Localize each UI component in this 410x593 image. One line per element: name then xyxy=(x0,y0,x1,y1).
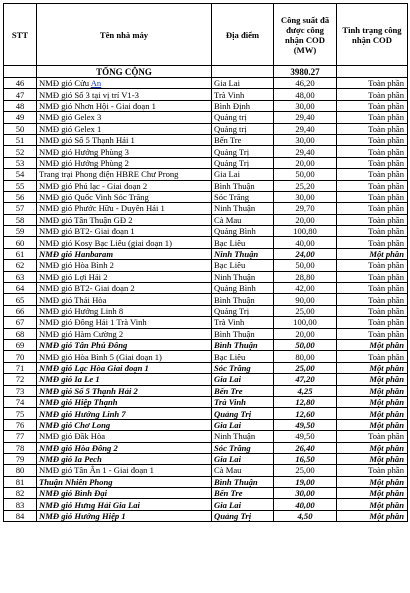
location-cell: Trà Vinh xyxy=(212,396,274,407)
table-row xyxy=(4,294,408,305)
table-row xyxy=(4,237,408,248)
status-cell: Toàn phần xyxy=(337,146,408,157)
status-cell: Toàn phần xyxy=(337,260,408,271)
stt-cell: 70 xyxy=(4,351,37,362)
plant-name: NMĐ gió Số 3 tại vị trí V1-3 xyxy=(39,89,139,100)
stt-cell: 58 xyxy=(4,214,37,225)
capacity-cell: 26,40 xyxy=(274,442,337,453)
table-row xyxy=(4,396,408,407)
plant-name: NMĐ gió Tân Phú Đông xyxy=(39,340,128,351)
capacity-cell: 80,00 xyxy=(274,351,337,362)
status-cell: Toàn phần xyxy=(337,157,408,168)
plant-name-cell xyxy=(37,453,212,464)
table-row xyxy=(4,248,408,259)
status-cell: Toàn phần xyxy=(337,100,408,111)
stt-cell: 74 xyxy=(4,396,37,407)
header-capacity: Công suất đã được công nhận COD (MW) xyxy=(274,4,337,66)
capacity-cell: 46,20 xyxy=(274,78,337,89)
plant-name: NMĐ gió Ia Le 1 xyxy=(39,374,100,385)
table-row xyxy=(4,465,408,476)
location-cell: Gia Lai xyxy=(212,374,274,385)
plant-name-cell xyxy=(37,305,212,316)
capacity-cell: 48,00 xyxy=(274,89,337,100)
capacity-cell: 100,00 xyxy=(274,317,337,328)
status-cell: Toàn phần xyxy=(337,89,408,100)
total-row xyxy=(4,66,408,78)
location-cell: Gia Lai xyxy=(212,499,274,510)
stt-cell: 80 xyxy=(4,465,37,476)
capacity-cell: 24,00 xyxy=(274,248,337,259)
capacity-cell: 50,00 xyxy=(274,260,337,271)
status-cell: Toàn phần xyxy=(337,203,408,214)
location-cell: Ninh Thuận xyxy=(212,203,274,214)
capacity-cell: 25,20 xyxy=(274,180,337,191)
total-status-cell xyxy=(337,66,408,78)
plant-name-cell xyxy=(37,89,212,100)
plant-name: NMĐ gió Hòa Đông 2 xyxy=(39,442,118,453)
plant-name: Thuận Nhiên Phong xyxy=(39,476,113,487)
plant-name: NMĐ gió Hòa Bình 5 (Giai đoạn 1) xyxy=(39,351,162,362)
stt-cell: 79 xyxy=(4,453,37,464)
plant-name-cell xyxy=(37,431,212,442)
stt-cell: 50 xyxy=(4,123,37,134)
plant-name: NMĐ gió Phước Hữu - Duyên Hải 1 xyxy=(39,203,165,214)
plant-name-cell xyxy=(37,294,212,305)
status-cell: Một phần xyxy=(337,362,408,373)
plant-name-cell xyxy=(37,328,212,339)
plant-name-cell xyxy=(37,157,212,168)
plant-name-cell xyxy=(37,465,212,476)
table-row xyxy=(4,169,408,180)
total-location-cell xyxy=(212,66,274,78)
table-row xyxy=(4,431,408,442)
stt-cell: 54 xyxy=(4,169,37,180)
status-cell: Một phần xyxy=(337,453,408,464)
status-cell: Một phần xyxy=(337,419,408,430)
location-cell: Bạc Liêu xyxy=(212,260,274,271)
location-cell: Quảng Trị xyxy=(212,408,274,419)
location-cell: Bình Định xyxy=(212,100,274,111)
status-cell: Một phần xyxy=(337,396,408,407)
capacity-cell: 12,80 xyxy=(274,396,337,407)
status-cell: Toàn phần xyxy=(337,226,408,237)
location-cell: Gia Lai xyxy=(212,419,274,430)
stt-cell: 68 xyxy=(4,328,37,339)
plant-name: NMĐ gió Hướng Linh 8 xyxy=(39,306,124,316)
status-cell: Toàn phần xyxy=(337,134,408,145)
plant-name: NMĐ gió Ia Pech xyxy=(39,454,102,465)
capacity-cell: 30,00 xyxy=(274,100,337,111)
plant-name: NMĐ gió Tân Ân 1 - Giai đoạn 1 xyxy=(39,465,154,476)
stt-cell: 52 xyxy=(4,146,37,157)
table-row xyxy=(4,499,408,510)
total-label: TỔNG CỘNG xyxy=(37,66,212,78)
plant-name-cell xyxy=(37,442,212,453)
location-cell: Bến Tre xyxy=(212,488,274,499)
capacity-cell: 30,00 xyxy=(274,488,337,499)
stt-cell: 60 xyxy=(4,237,37,248)
plant-name: NMĐ gió Đầk Hòa xyxy=(39,431,106,442)
plant-name: NMĐ gió Tân Thuận GĐ 2 xyxy=(39,214,133,225)
capacity-cell: 30,00 xyxy=(274,134,337,145)
location-cell: Sóc Trăng xyxy=(212,191,274,202)
capacity-cell: 50,00 xyxy=(274,169,337,180)
location-cell: Trà Vinh xyxy=(212,89,274,100)
stt-cell: 76 xyxy=(4,419,37,430)
capacity-cell: 29,40 xyxy=(274,112,337,123)
table-row xyxy=(4,408,408,419)
plant-name: NMĐ gió Hanbaram xyxy=(39,249,114,260)
status-cell: Một phần xyxy=(337,385,408,396)
plant-name: NMĐ gió BT2- Giai đoạn 1 xyxy=(39,226,135,237)
table-row xyxy=(4,419,408,430)
status-cell: Toàn phần xyxy=(337,351,408,362)
stt-cell: 73 xyxy=(4,385,37,396)
plant-name-cell xyxy=(37,396,212,407)
plant-name: NMĐ gió Đông Hải 1 Trà Vinh xyxy=(39,317,147,328)
status-cell: Toàn phần xyxy=(337,328,408,339)
plant-name-cell xyxy=(37,385,212,396)
location-cell: Bạc Liêu xyxy=(212,351,274,362)
location-cell: Bạc Liêu xyxy=(212,237,274,248)
plant-name-cell xyxy=(37,499,212,510)
plant-name: NMĐ gió Kosy Bạc Liêu (giai đoạn 1) xyxy=(39,237,172,248)
table-row xyxy=(4,89,408,100)
wind-plants-table xyxy=(3,3,408,522)
capacity-cell: 100,80 xyxy=(274,226,337,237)
plant-name: Trang trại Phong điện HBRE Chư Prong xyxy=(39,169,179,180)
location-cell: Bến Tre xyxy=(212,134,274,145)
status-cell: Một phần xyxy=(337,374,408,385)
table-row xyxy=(4,78,408,89)
plant-name: NMĐ gió Bình Đại xyxy=(39,488,108,499)
table-body xyxy=(4,66,408,522)
plant-name-cell xyxy=(37,271,212,282)
capacity-cell: 30,00 xyxy=(274,191,337,202)
plant-name-cell xyxy=(37,260,212,271)
status-cell: Toàn phần xyxy=(337,123,408,134)
plant-name-cell xyxy=(37,510,212,521)
table-row xyxy=(4,442,408,453)
location-cell: Quảng Trị xyxy=(212,305,274,316)
plant-name-cell xyxy=(37,180,212,191)
capacity-cell: 50,00 xyxy=(274,339,337,350)
plant-name-cell xyxy=(37,317,212,328)
location-cell: Bình Thuận xyxy=(212,294,274,305)
plant-name: NMĐ gió BT2- Giai đoạn 2 xyxy=(39,283,135,294)
plant-name: NMĐ gió Hướng Phùng 2 xyxy=(39,157,129,168)
capacity-cell: 29,40 xyxy=(274,146,337,157)
stt-cell: 78 xyxy=(4,442,37,453)
plant-name: NMĐ gió Nhơn Hội - Giai đoạn 1 xyxy=(39,100,156,111)
status-cell: Một phần xyxy=(337,499,408,510)
location-cell: Sóc Trăng xyxy=(212,362,274,373)
stt-cell: 51 xyxy=(4,134,37,145)
plant-name-cell xyxy=(37,419,212,430)
table-row xyxy=(4,180,408,191)
plant-name-cell xyxy=(37,146,212,157)
status-cell: Toàn phần xyxy=(337,294,408,305)
location-cell: Bình Thuận xyxy=(212,328,274,339)
capacity-cell: 49,50 xyxy=(274,431,337,442)
capacity-cell: 40,00 xyxy=(274,237,337,248)
stt-cell: 84 xyxy=(4,510,37,521)
table-row xyxy=(4,510,408,521)
location-cell: Bình Thuận xyxy=(212,180,274,191)
location-cell: Bến Tre xyxy=(212,385,274,396)
stt-cell: 48 xyxy=(4,100,37,111)
table-row xyxy=(4,203,408,214)
table-row xyxy=(4,476,408,487)
plant-name-cell xyxy=(37,362,212,373)
header-location: Địa điểm xyxy=(212,4,274,66)
stt-cell: 55 xyxy=(4,180,37,191)
status-cell: Một phần xyxy=(337,510,408,521)
status-cell: Một phần xyxy=(337,408,408,419)
stt-cell: 63 xyxy=(4,271,37,282)
table-row xyxy=(4,134,408,145)
table-row xyxy=(4,260,408,271)
status-cell: Toàn phần xyxy=(337,214,408,225)
plant-name-cell xyxy=(37,100,212,111)
plant-name-cell xyxy=(37,226,212,237)
location-cell: Ninh Thuận xyxy=(212,271,274,282)
table-row xyxy=(4,191,408,202)
total-value: 3980.27 xyxy=(274,66,337,78)
status-cell: Toàn phần xyxy=(337,169,408,180)
plant-name: NMĐ gió Phú lạc - Giai đoạn 2 xyxy=(39,180,148,191)
plant-name: NMĐ gió Hưng Hải Gia Lai xyxy=(39,499,140,510)
capacity-cell: 25,00 xyxy=(274,305,337,316)
plant-name-cell xyxy=(37,408,212,419)
table-row xyxy=(4,374,408,385)
capacity-cell: 47,20 xyxy=(274,374,337,385)
table-row xyxy=(4,157,408,168)
capacity-cell: 20,00 xyxy=(274,157,337,168)
capacity-cell: 4,25 xyxy=(274,385,337,396)
location-cell: Bình Thuận xyxy=(212,339,274,350)
status-cell: Toàn phần xyxy=(337,431,408,442)
capacity-cell: 4,50 xyxy=(274,510,337,521)
table-row xyxy=(4,283,408,294)
plant-name: NMĐ gió Số 5 Thạnh Hải 2 xyxy=(39,385,138,396)
plant-name-cell xyxy=(37,237,212,248)
status-cell: Toàn phần xyxy=(337,78,408,89)
capacity-cell: 25,00 xyxy=(274,465,337,476)
table-row xyxy=(4,453,408,464)
status-cell: Một phần xyxy=(337,476,408,487)
table-row xyxy=(4,351,408,362)
capacity-cell: 20,00 xyxy=(274,328,337,339)
stt-cell: 53 xyxy=(4,157,37,168)
status-cell: Toàn phần xyxy=(337,271,408,282)
table-row xyxy=(4,339,408,350)
plant-name-cell xyxy=(37,112,212,123)
plant-name-cell xyxy=(37,214,212,225)
location-cell: Gia Lai xyxy=(212,453,274,464)
stt-cell: 61 xyxy=(4,248,37,259)
plant-name: NMĐ gió Quốc Vinh Sóc Trăng xyxy=(39,192,149,203)
status-cell: Toàn phần xyxy=(337,237,408,248)
stt-cell: 71 xyxy=(4,362,37,373)
plant-name: NMĐ gió Hướng Linh 7 xyxy=(39,408,126,419)
capacity-cell: 19,00 xyxy=(274,476,337,487)
status-cell: Toàn phần xyxy=(337,465,408,476)
plant-name-cell xyxy=(37,283,212,294)
plant-name-cell xyxy=(37,78,212,89)
plant-name: NMĐ gió Gelex 1 xyxy=(39,123,102,134)
stt-cell: 65 xyxy=(4,294,37,305)
plant-name: NMĐ gió Cửu xyxy=(39,78,91,89)
stt-cell: 49 xyxy=(4,112,37,123)
status-cell: Toàn phần xyxy=(337,305,408,316)
plant-name: NMĐ gió Hướng Hiệp 1 xyxy=(39,511,126,522)
location-cell: Gia Lai xyxy=(212,169,274,180)
plant-name-cell xyxy=(37,351,212,362)
capacity-cell: 90,00 xyxy=(274,294,337,305)
status-cell: Toàn phần xyxy=(337,317,408,328)
header-status: Tình trạng công nhận COD xyxy=(337,4,408,66)
plant-name: NMĐ gió Hướng Phùng 3 xyxy=(39,146,129,157)
plant-name: NMĐ gió Số 5 Thạnh Hải 1 xyxy=(39,135,135,146)
header-stt: STT xyxy=(4,4,37,66)
table-row xyxy=(4,317,408,328)
stt-cell: 69 xyxy=(4,339,37,350)
capacity-cell: 29,40 xyxy=(274,123,337,134)
location-cell: Ninh Thuận xyxy=(212,431,274,442)
table-row xyxy=(4,146,408,157)
header-name: Tên nhà máy xyxy=(37,4,212,66)
location-cell: Quảng trị xyxy=(212,123,274,134)
stt-cell: 72 xyxy=(4,374,37,385)
status-cell: Một phần xyxy=(337,488,408,499)
plant-name: NMĐ gió Gelex 3 xyxy=(39,112,102,123)
plant-name: NMĐ gió Lạc Hòa Giai đoạn 1 xyxy=(39,362,149,373)
status-cell: Một phần xyxy=(337,339,408,350)
plant-name: NMĐ gió Chơ Long xyxy=(39,419,111,430)
stt-cell: 46 xyxy=(4,78,37,89)
plant-name-cell xyxy=(37,134,212,145)
stt-cell: 59 xyxy=(4,226,37,237)
plant-name-cell xyxy=(37,248,212,259)
stt-cell: 67 xyxy=(4,317,37,328)
plant-name-cell xyxy=(37,374,212,385)
location-cell: Quảng Trị xyxy=(212,157,274,168)
location-cell: Quảng trị xyxy=(212,112,274,123)
stt-cell: 83 xyxy=(4,499,37,510)
stt-cell: 75 xyxy=(4,408,37,419)
stt-cell: 66 xyxy=(4,305,37,316)
plant-name-link[interactable]: An xyxy=(90,78,102,89)
plant-name: NMĐ gió Hàm Cường 2 xyxy=(39,328,124,339)
table-row xyxy=(4,488,408,499)
stt-cell: 64 xyxy=(4,283,37,294)
total-stt-cell xyxy=(4,66,37,78)
plant-name-cell xyxy=(37,488,212,499)
plant-name-cell xyxy=(37,123,212,134)
plant-name-cell xyxy=(37,191,212,202)
location-cell: Quảng Trị xyxy=(212,146,274,157)
table-row xyxy=(4,328,408,339)
stt-cell: 62 xyxy=(4,260,37,271)
stt-cell: 47 xyxy=(4,89,37,100)
plant-name-cell xyxy=(37,476,212,487)
status-cell: Toàn phần xyxy=(337,112,408,123)
table-row xyxy=(4,214,408,225)
location-cell: Gia Lai xyxy=(212,78,274,89)
location-cell: Cà Mau xyxy=(212,214,274,225)
status-cell: Toàn phần xyxy=(337,180,408,191)
table-row xyxy=(4,112,408,123)
table-row xyxy=(4,123,408,134)
location-cell: Quảng Trị xyxy=(212,510,274,521)
capacity-cell: 28,80 xyxy=(274,271,337,282)
status-cell: Một phần xyxy=(337,442,408,453)
table-row xyxy=(4,385,408,396)
status-cell: Toàn phần xyxy=(337,283,408,294)
plant-name-cell xyxy=(37,203,212,214)
table-row xyxy=(4,362,408,373)
status-cell: Toàn phần xyxy=(337,191,408,202)
location-cell: Cà Mau xyxy=(212,465,274,476)
stt-cell: 81 xyxy=(4,476,37,487)
plant-name-cell xyxy=(37,169,212,180)
stt-cell: 57 xyxy=(4,203,37,214)
status-cell: Một phần xyxy=(337,248,408,259)
plant-name: NMĐ gió Thái Hòa xyxy=(39,294,107,305)
table-row xyxy=(4,100,408,111)
plant-name: NMĐ gió Hiệp Thạnh xyxy=(39,397,118,408)
location-cell: Quảng Bình xyxy=(212,226,274,237)
location-cell: Trà Vinh xyxy=(212,317,274,328)
location-cell: Bình Thuận xyxy=(212,476,274,487)
capacity-cell: 40,00 xyxy=(274,499,337,510)
plant-name: NMĐ gió Hòa Bình 2 xyxy=(39,260,114,271)
table-row xyxy=(4,305,408,316)
stt-cell: 77 xyxy=(4,431,37,442)
table-header xyxy=(4,4,408,66)
location-cell: Sóc Trăng xyxy=(212,442,274,453)
plant-name: NMĐ gió Lợi Hải 2 xyxy=(39,271,108,282)
table-row xyxy=(4,271,408,282)
location-cell: Ninh Thuận xyxy=(212,248,274,259)
capacity-cell: 20,00 xyxy=(274,214,337,225)
location-cell: Quảng Bình xyxy=(212,283,274,294)
stt-cell: 82 xyxy=(4,488,37,499)
plant-name-cell xyxy=(37,339,212,350)
capacity-cell: 25,00 xyxy=(274,362,337,373)
capacity-cell: 16,50 xyxy=(274,453,337,464)
capacity-cell: 29,70 xyxy=(274,203,337,214)
table-row xyxy=(4,226,408,237)
capacity-cell: 12,60 xyxy=(274,408,337,419)
stt-cell: 56 xyxy=(4,191,37,202)
capacity-cell: 49,50 xyxy=(274,419,337,430)
capacity-cell: 42,00 xyxy=(274,283,337,294)
